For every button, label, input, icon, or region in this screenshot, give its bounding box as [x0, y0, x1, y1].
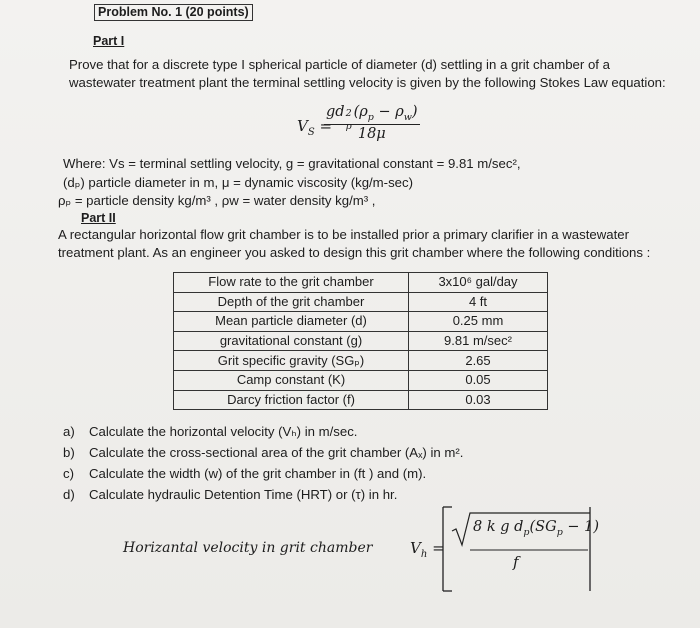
part1-heading: Part I: [93, 34, 125, 48]
table-value-cell: 3x10⁶ gal/day: [409, 273, 548, 293]
table-param-cell: Darcy friction factor (f): [174, 390, 409, 410]
table-value-cell: 0.05: [409, 370, 548, 390]
table-value-cell: 2.65: [409, 351, 548, 371]
table-param-cell: Grit specific gravity (SGₚ): [174, 351, 409, 371]
table-value-cell: 0.03: [409, 390, 548, 410]
conditions-table: [173, 272, 548, 410]
table-param-cell: Flow rate to the grit chamber: [174, 273, 409, 293]
table-row: [174, 292, 548, 312]
table-param-cell: gravitational constant (g): [174, 331, 409, 351]
part2-intro-line2: treatment plant. As an engineer you asked to design this grit chamber where the following conditions :: [58, 245, 651, 260]
where-line3: ρₚ = particle density kg/m³ , ρw = water density kg/m³ ,: [58, 193, 376, 208]
vh-denominator: f: [513, 553, 519, 571]
table-row: [174, 390, 548, 410]
vh-sqrt-formula: [440, 505, 600, 593]
table-row: [174, 331, 548, 351]
equation-fraction: gd 2 p $(\rho_p - \rho_w)$ 18μ: [326, 104, 418, 142]
question-c: c) Calculate the width (w) of the grit chamber in (ft ) and (m).: [63, 466, 427, 481]
table-value-cell: 0.25 mm: [409, 312, 548, 332]
where-line2: (dₚ) particle diameter in m, μ = dynamic viscosity (kg/m-sec): [63, 175, 413, 190]
table-param-cell: Depth of the grit chamber: [174, 292, 409, 312]
table-param-cell: Camp constant (K): [174, 370, 409, 390]
question-b: b) Calculate the cross-sectional area of the grit chamber (Aₓ) in m².: [63, 445, 464, 460]
table-param-cell: Mean particle diameter (d): [174, 312, 409, 332]
part2-heading: Part II: [81, 211, 116, 225]
vh-numerator: 8 k g $d_p(SG_p - 1)$: [473, 519, 600, 538]
table-value-cell: 9.81 m/sec²: [409, 331, 548, 351]
table-row: [174, 370, 548, 390]
where-line1: Where: Vs = terminal settling velocity, g = gravitational constant = 9.81 m/sec²,: [63, 156, 521, 171]
part1-intro-line1: Prove that for a discrete type I spherical particle of diameter (d) settling in a grit chamber of a: [69, 57, 610, 72]
equation-lhs: $V_S$ =: [297, 117, 333, 138]
table-row: [174, 273, 548, 293]
table-row: [174, 351, 548, 371]
table-row: [174, 312, 548, 332]
problem-title: Problem No. 1 (20 points): [94, 4, 253, 21]
part2-intro-line1: A rectangular horizontal flow grit chamber is to be installed prior a primary clarifier in a wastewater: [58, 227, 629, 242]
table-value-cell: 4 ft: [409, 292, 548, 312]
part1-intro-line2: wastewater treatment plant the terminal settling velocity is given by the following Stokes Law equation:: [69, 75, 666, 90]
question-a: a) Calculate the horizontal velocity (Vₕ) in m/sec.: [63, 424, 358, 439]
vh-lhs: $V_h$ =: [410, 539, 445, 560]
vh-label: Horizantal velocity in grit chamber: [123, 540, 373, 556]
question-d: d) Calculate hydraulic Detention Time (HRT) or (τ) in hr.: [63, 487, 398, 502]
